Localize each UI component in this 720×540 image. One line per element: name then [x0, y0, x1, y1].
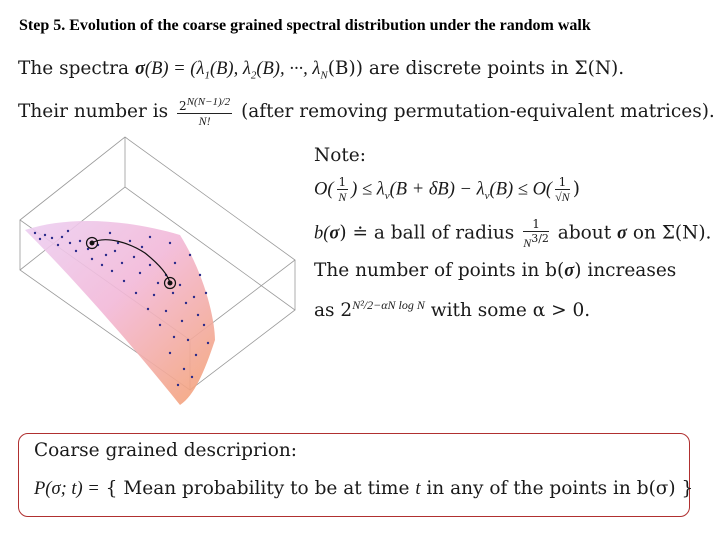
note-points-line: The number of points in b(σ) increases [314, 260, 677, 281]
note-label: Note: [314, 145, 366, 166]
slide-title: Step 5. Evolution of the coarse grained spectral distribution under the random walk [19, 17, 591, 34]
coarse-heading: Coarse grained descriprion: [34, 440, 298, 461]
number-line: Their number is $\frac{2^{N(N-1)/2}}{N!}$ (after removing permutation-equivalent matrices). [18, 96, 715, 128]
note-bound-eq: O( $\frac{1}{N}$ ) ≤ $\lambda_\nu(B + \delta B) - \lambda_\nu(B) \le O$( $\frac{1}{√N}$ ) [314, 175, 580, 204]
count-fraction: $\frac{2^{N(N-1)/2}}{N!}$ [179, 96, 231, 128]
note-ball-eq: b(σ) ≐ a ball of radius $\frac{1}{N^{3/2}}$ about σ on Σ(N). [314, 217, 712, 250]
coarse-grained-box [18, 433, 694, 517]
spectral-figure [10, 125, 300, 415]
spectra-line: The spectra $\sigma(B) = (\lambda_1(B)$, $\lambda_2(B)$, ···, $\lambda_N(B)$) are discrete points in Σ(N). [18, 58, 625, 82]
spectral-surface [25, 221, 215, 405]
note-growth-line: as $2^{N^2/2-\alpha N log N}$ with some α > 0. [314, 298, 591, 322]
coarse-definition: P(σ; t) = { Mean probability to be at time t in any of the points in b(σ) } [34, 478, 694, 499]
